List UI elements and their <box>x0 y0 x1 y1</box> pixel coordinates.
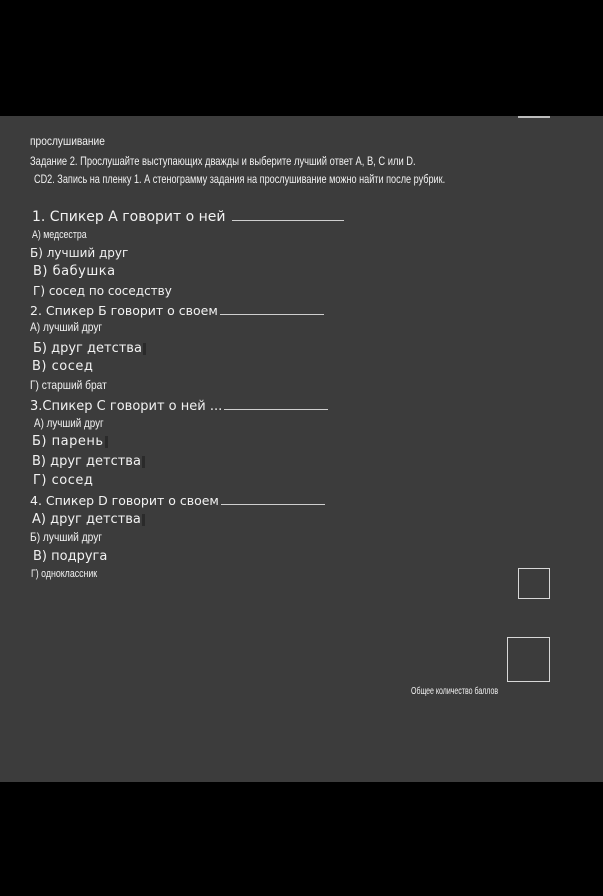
top-rule <box>518 116 550 118</box>
question-4-stem: 4. Спикер D говорит о своем <box>30 492 325 508</box>
question-3-stem: 3.Спикер С говорит о ней ... <box>30 397 328 414</box>
q4-option-d: Г) одноклассник <box>31 568 98 580</box>
section-title: прослушивание <box>30 134 105 148</box>
score-box[interactable] <box>518 568 550 599</box>
worksheet-page <box>0 116 603 782</box>
q3-option-d: Г) сосед <box>33 473 94 488</box>
question-1-stem: 1. Спикер А говорит о ней <box>32 208 344 225</box>
q1-option-d: Г) сосед по соседству <box>33 284 172 298</box>
q3-option-b: Б) парень <box>32 434 108 449</box>
q4-option-c: В) подруга <box>33 549 108 564</box>
q4-option-b: Б) лучший друг <box>30 530 103 544</box>
q1-option-c: В) бабушка <box>33 264 116 279</box>
q2-option-b: Б) друг детства <box>33 341 146 356</box>
total-score-box[interactable] <box>507 637 550 682</box>
question-2-stem: 2. Спикер Б говорит о своем <box>30 302 324 318</box>
q1-option-b: Б) лучший друг <box>30 246 129 260</box>
total-score-label: Общее количество баллов <box>411 686 499 697</box>
q2-option-c: В) сосед <box>32 359 94 374</box>
q3-option-c: В) друг детства <box>32 454 145 469</box>
task-instruction: Задание 2. Прослушайте выступающих дважды и выберите лучший ответ A, B, C или D. <box>30 154 416 168</box>
task-note: CD2. Запись на пленку 1. А стенограмму задания на прослушивание можно найти после рубрик. <box>34 172 446 186</box>
q1-option-a: А) медсестра <box>32 229 87 241</box>
q3-option-a: А) лучший друг <box>34 416 104 430</box>
q4-option-a: А) друг детства <box>32 512 145 527</box>
q2-option-a: А) лучший друг <box>30 320 103 334</box>
q2-option-d: Г) старший брат <box>30 378 107 392</box>
